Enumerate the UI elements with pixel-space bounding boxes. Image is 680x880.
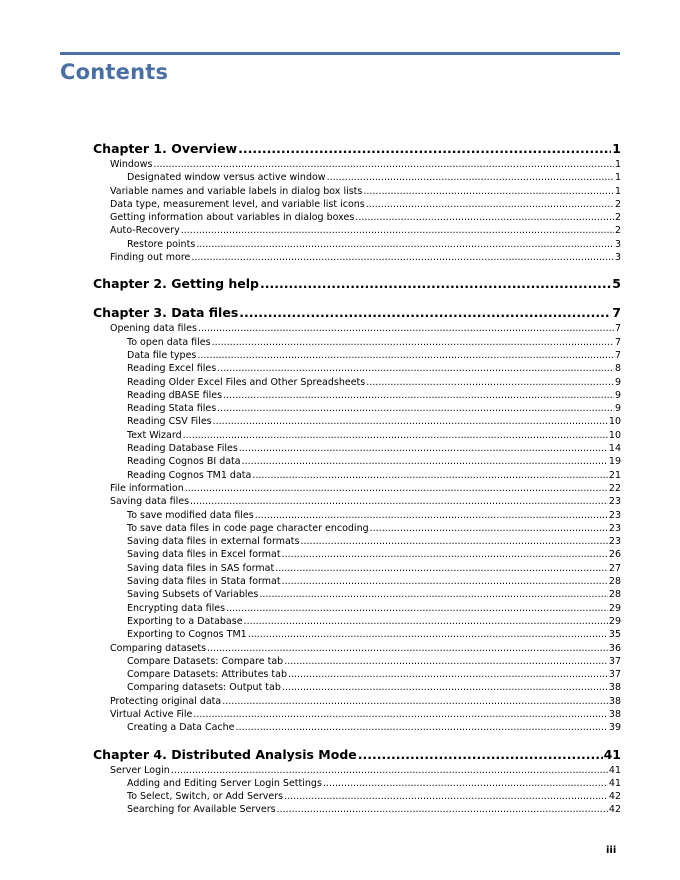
toc-entry[interactable] <box>93 171 621 184</box>
toc-entry-page: 27 <box>608 562 621 574</box>
toc-entry[interactable] <box>93 469 621 482</box>
page-title: Contents <box>60 60 169 84</box>
toc-entry-page: 9 <box>614 403 621 415</box>
toc-entry[interactable] <box>93 655 621 668</box>
toc-entry-page: 28 <box>608 576 621 588</box>
dot-leader <box>226 602 608 615</box>
toc-chapter-entry[interactable] <box>93 139 621 158</box>
dot-leader <box>259 588 608 601</box>
dot-leader <box>217 362 614 375</box>
toc-entry-page: 2 <box>614 198 621 210</box>
toc-entry[interactable] <box>93 415 621 428</box>
toc-entry-title: Getting information about variables in dialog boxes <box>110 212 355 224</box>
dot-leader <box>363 185 614 198</box>
toc-entry-title: Saving data files in external formats <box>127 536 300 548</box>
toc-entry-page: 1 <box>614 172 621 184</box>
dot-leader <box>171 764 608 777</box>
toc-entry-title: Data file types <box>127 349 197 361</box>
dot-leader <box>197 349 614 362</box>
toc-entry-title: Chapter 4. Distributed Analysis Mode <box>93 746 357 762</box>
toc-entry-title: Chapter 1. Overview <box>93 141 238 156</box>
dot-leader <box>239 303 611 322</box>
toc-entry[interactable] <box>93 668 621 681</box>
dot-leader <box>239 442 608 455</box>
toc-entry[interactable] <box>93 482 621 495</box>
toc-entry-page: 22 <box>608 482 621 494</box>
toc-entry[interactable] <box>93 777 621 790</box>
toc-entry-page: 5 <box>612 276 621 292</box>
toc-entry-page: 29 <box>608 615 621 627</box>
toc-entry[interactable] <box>93 695 621 708</box>
dot-leader <box>282 681 608 694</box>
dot-leader <box>153 158 614 171</box>
dot-leader <box>212 336 614 349</box>
toc-entry[interactable] <box>93 628 621 641</box>
toc-entry-page: 2 <box>614 212 621 224</box>
toc-entry[interactable] <box>93 509 621 522</box>
toc-entry-title: Windows <box>110 159 153 170</box>
toc-entry[interactable] <box>93 238 621 251</box>
toc-entry-page: 38 <box>608 682 621 694</box>
toc-entry[interactable] <box>93 198 621 211</box>
dot-leader <box>183 429 608 442</box>
toc-entry-title: Exporting to Cognos TM1 <box>127 629 247 641</box>
toc-entry[interactable] <box>93 322 621 335</box>
toc-entry-page: 1 <box>614 185 621 197</box>
toc-entry-page: 8 <box>614 363 621 375</box>
toc-entry-page: 42 <box>608 804 621 816</box>
dot-leader <box>323 777 608 790</box>
toc-entry[interactable] <box>93 376 621 389</box>
toc-entry-page: 1 <box>612 141 621 156</box>
dot-leader <box>222 695 608 708</box>
dot-leader <box>284 655 608 668</box>
toc-entry[interactable] <box>93 764 621 777</box>
toc-entry-title: Reading Cognos BI data <box>127 456 241 468</box>
toc-entry[interactable] <box>93 602 621 615</box>
toc-entry-page: 7 <box>614 336 621 348</box>
toc-entry-title: Reading Cognos TM1 data <box>127 469 252 481</box>
toc-entry-title: To Select, Switch, or Add Servers <box>127 791 284 803</box>
toc-entry-title: Finding out more <box>110 252 191 264</box>
toc-entry-page: 39 <box>608 722 621 734</box>
toc-entry-title: Reading Database Files <box>127 443 238 455</box>
toc-entry-page: 19 <box>608 456 621 468</box>
dot-leader <box>185 482 608 495</box>
toc-entry[interactable] <box>93 522 621 535</box>
toc-entry-title: To open data files <box>127 336 211 348</box>
chapter-spacer <box>93 264 621 271</box>
toc-entry-page: 3 <box>614 238 621 250</box>
toc-entry-page: 26 <box>608 549 621 561</box>
dot-leader <box>238 139 611 158</box>
toc-entry-title: Reading Stata files <box>127 403 217 415</box>
toc-entry-title: Server Login <box>110 764 170 776</box>
toc-entry[interactable] <box>93 224 621 237</box>
toc-entry[interactable] <box>93 803 621 816</box>
dot-leader <box>217 402 614 415</box>
toc-entry-page: 23 <box>608 522 621 534</box>
dot-leader <box>366 376 614 389</box>
dot-leader <box>255 509 608 522</box>
toc-entry-title: Chapter 2. Getting help <box>93 276 260 292</box>
toc-entry[interactable] <box>93 211 621 224</box>
toc-chapter-entry[interactable] <box>93 745 621 764</box>
toc-entry-title: Searching for Available Servers <box>127 804 276 816</box>
dot-leader <box>355 211 614 224</box>
toc-entry-title: Creating a Data Cache <box>127 722 235 734</box>
toc-entry-title: File information <box>110 482 184 494</box>
toc-entry[interactable] <box>93 642 621 655</box>
toc-entry-title: Compare Datasets: Attributes tab <box>127 669 287 681</box>
toc-entry[interactable] <box>93 681 621 694</box>
dot-leader <box>300 535 607 548</box>
dot-leader <box>252 469 608 482</box>
toc-entry[interactable] <box>93 588 621 601</box>
toc-entry-page: 9 <box>614 389 621 401</box>
toc-entry-page: 29 <box>608 602 621 614</box>
toc-entry-page: 1 <box>614 159 621 170</box>
toc-entry-page: 36 <box>608 642 621 654</box>
dot-leader <box>275 562 608 575</box>
toc-entry-page: 14 <box>608 443 621 455</box>
toc-entry-title: Exporting to a Database <box>127 615 243 627</box>
toc-entry-page: 28 <box>608 589 621 601</box>
toc-entry[interactable] <box>93 562 621 575</box>
toc-entry-page: 3 <box>614 252 621 264</box>
dot-leader <box>327 171 614 184</box>
toc-entry-page: 10 <box>608 429 621 441</box>
dot-leader <box>244 615 608 628</box>
toc-entry[interactable] <box>93 402 621 415</box>
toc-entry[interactable] <box>93 158 621 171</box>
toc-chapter-entry[interactable] <box>93 303 621 322</box>
dot-leader <box>248 628 608 641</box>
dot-leader <box>288 668 608 681</box>
toc-entry-title: Reading Excel files <box>127 363 217 375</box>
toc-entry-page: 23 <box>608 509 621 521</box>
dot-leader <box>366 198 614 211</box>
toc-entry-page: 23 <box>608 496 621 508</box>
toc-entry-page: 41 <box>608 777 621 789</box>
toc-entry[interactable] <box>93 615 621 628</box>
toc-entry-title: Text Wizard <box>127 429 182 441</box>
toc-entry-title: Compare Datasets: Compare tab <box>127 655 284 667</box>
toc-entry[interactable] <box>93 455 621 468</box>
dot-leader <box>196 238 614 251</box>
toc-entry-title: Saving data files <box>110 496 190 508</box>
toc-entry-title: Comparing datasets: Output tab <box>127 682 281 694</box>
toc-entry-page: 10 <box>608 416 621 428</box>
toc-entry-page: 21 <box>608 469 621 481</box>
toc-entry[interactable] <box>93 535 621 548</box>
dot-leader <box>181 224 614 237</box>
toc-entry-title: Auto-Recovery <box>110 225 180 237</box>
header-rule <box>60 52 620 55</box>
toc-entry-title: Saving Subsets of Variables <box>127 589 259 601</box>
toc-entry-title: To save data files in code page character encoding <box>127 522 369 534</box>
toc-entry[interactable] <box>93 721 621 734</box>
dot-leader <box>282 575 608 588</box>
dot-leader <box>236 721 608 734</box>
dot-leader <box>191 251 614 264</box>
toc-entry-page: 9 <box>614 376 621 388</box>
toc-entry-title: Saving data files in SAS format <box>127 562 275 574</box>
toc-entry-page: 37 <box>608 655 621 667</box>
toc-entry-page: 35 <box>608 629 621 641</box>
toc-entry-title: Virtual Active File <box>110 708 193 720</box>
toc-entry-title: Restore points <box>127 238 196 250</box>
toc-entry-page: 7 <box>614 349 621 361</box>
toc-entry[interactable] <box>93 429 621 442</box>
toc-entry-title: Reading CSV Files <box>127 416 212 428</box>
chapter-spacer <box>93 293 621 300</box>
toc-entry-title: Encrypting data files <box>127 602 226 614</box>
toc-entry[interactable] <box>93 251 621 264</box>
toc-entry-page: 41 <box>608 764 621 776</box>
dot-leader <box>242 455 608 468</box>
table-of-contents <box>93 139 621 817</box>
toc-entry[interactable] <box>93 575 621 588</box>
dot-leader <box>370 522 608 535</box>
toc-entry-page: 38 <box>608 695 621 707</box>
toc-entry-page: 41 <box>603 746 621 762</box>
toc-entry[interactable] <box>93 349 621 362</box>
toc-entry[interactable] <box>93 495 621 508</box>
dot-leader <box>223 389 614 402</box>
toc-entry-title: Data type, measurement level, and variable list icons <box>110 198 365 210</box>
toc-entry[interactable] <box>93 548 621 561</box>
dot-leader <box>190 495 608 508</box>
toc-entry-page: 7 <box>614 323 621 335</box>
toc-entry[interactable] <box>93 389 621 402</box>
toc-entry-page: 2 <box>614 225 621 237</box>
toc-entry-page: 23 <box>608 536 621 548</box>
toc-chapter-entry[interactable] <box>93 274 621 293</box>
toc-entry-title: Adding and Editing Server Login Settings <box>127 777 322 789</box>
toc-entry[interactable] <box>93 336 621 349</box>
toc-entry-page: 37 <box>608 669 621 681</box>
toc-entry-title: Designated window versus active window <box>127 172 326 184</box>
toc-entry[interactable] <box>93 442 621 455</box>
toc-entry[interactable] <box>93 708 621 721</box>
toc-entry-title: To save modified data files <box>127 509 254 521</box>
dot-leader <box>358 745 603 764</box>
toc-entry-title: Protecting original data <box>110 695 222 707</box>
toc-entry-page: 38 <box>608 708 621 720</box>
dot-leader <box>207 642 608 655</box>
toc-entry-title: Saving data files in Excel format <box>127 549 281 561</box>
toc-entry-title: Saving data files in Stata format <box>127 576 281 588</box>
dot-leader <box>284 790 608 803</box>
toc-entry[interactable] <box>93 790 621 803</box>
toc-entry[interactable] <box>93 185 621 198</box>
toc-entry-title: Chapter 3. Data files <box>93 305 239 321</box>
dot-leader <box>213 415 608 428</box>
toc-entry-title: Reading Older Excel Files and Other Spreadsheets <box>127 376 366 388</box>
dot-leader <box>198 322 614 335</box>
toc-entry-title: Reading dBASE files <box>127 389 223 401</box>
page-number: iii <box>606 845 617 856</box>
toc-entry-title: Variable names and variable labels in dialog box lists <box>110 185 363 197</box>
dot-leader <box>260 274 611 293</box>
chapter-spacer <box>93 735 621 742</box>
dot-leader <box>282 548 608 561</box>
toc-entry-page: 42 <box>608 791 621 803</box>
dot-leader <box>277 803 608 816</box>
toc-entry-title: Opening data files <box>110 323 197 335</box>
toc-entry-page: 7 <box>612 305 621 321</box>
toc-entry-title: Comparing datasets <box>110 642 207 654</box>
dot-leader <box>193 708 608 721</box>
toc-entry[interactable] <box>93 362 621 375</box>
